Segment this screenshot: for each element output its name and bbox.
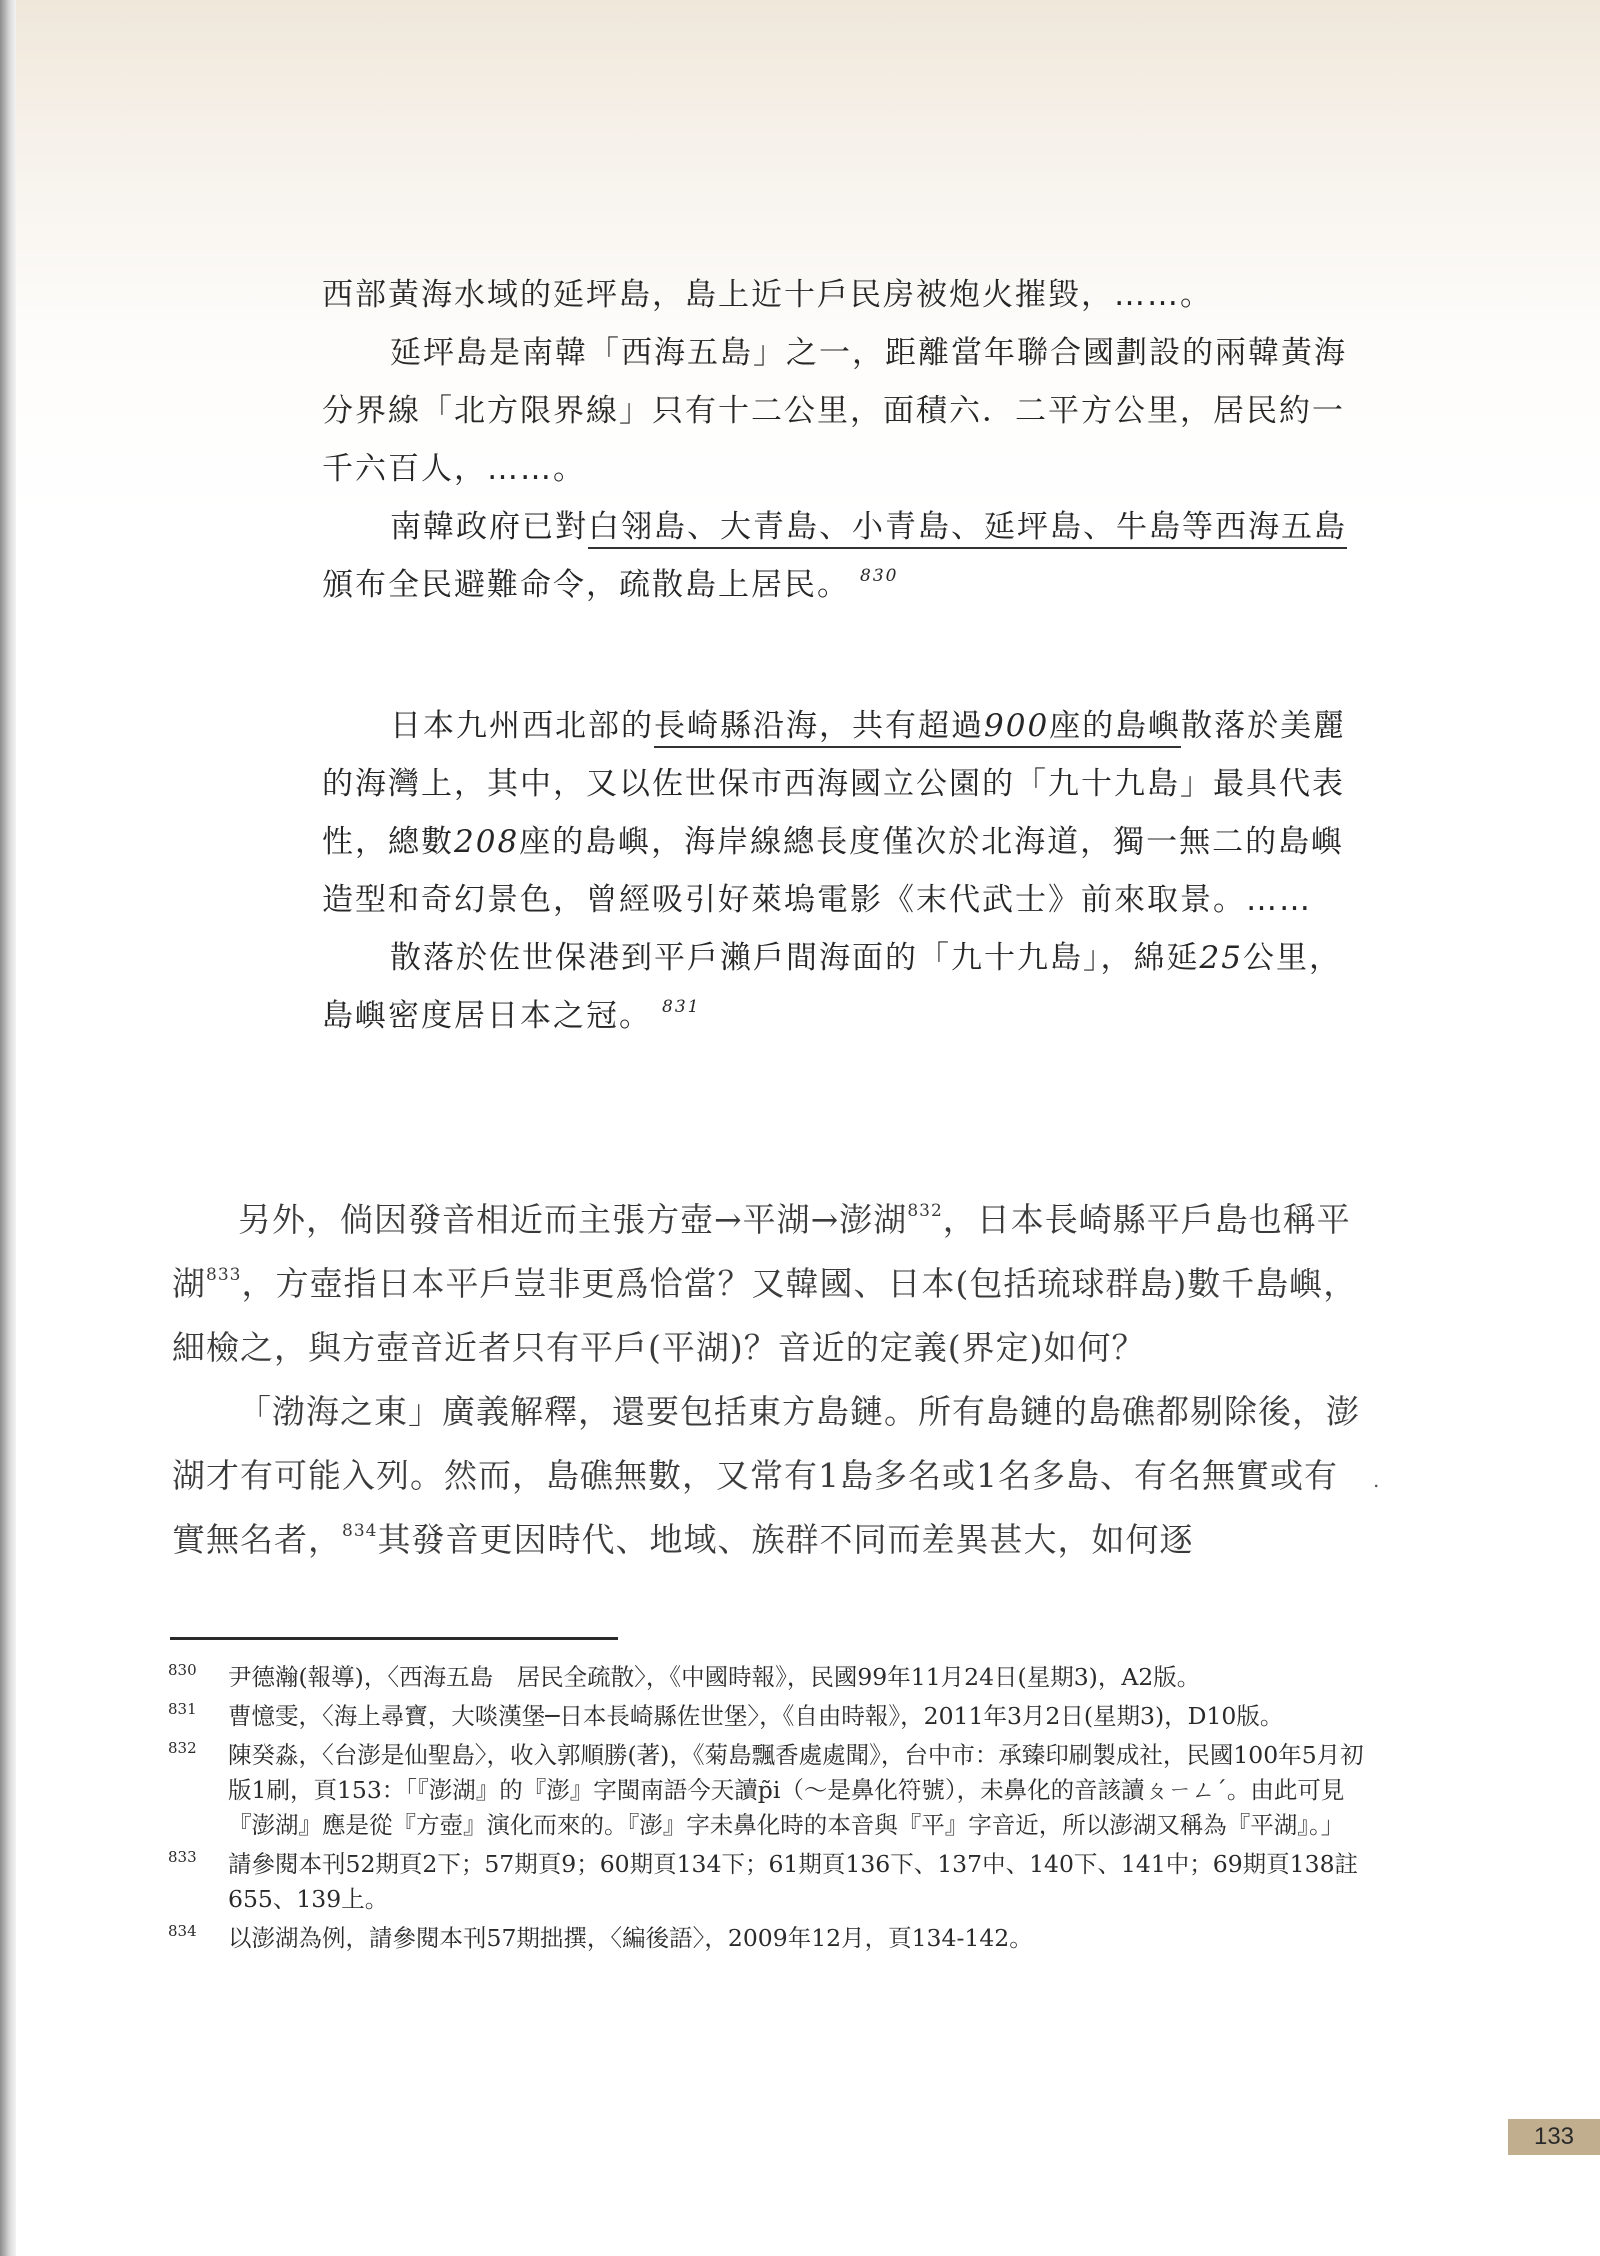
footnote-number: 831 <box>168 1700 197 1718</box>
footnote-divider <box>170 1637 618 1640</box>
footnote-number: 830 <box>168 1661 197 1679</box>
main-text <box>172 1188 1362 1572</box>
main-para-2: 「渤海之東」廣義解釋，還要包括東方島鏈。所有島鏈的島礁都剔除後，澎湖才有可能入列。然而，島礁無數，又常有1島多名或1名多島、有名無實或有實無名者，$^{834}$其發音更因時代、地域、族群不同而差異甚大，如何逐 <box>172 1392 1360 1559</box>
footnote-ref-834[interactable]: 834 <box>342 1521 378 1541</box>
quote-2-para-1: 日本九州西北部的長崎縣沿海，共有超過900座的島嶼散落於美麗的海灣上，其中，又以佐世保市西海國立公園的「九十九島」最具代表性，總數208座的島嶼，海岸線總長度僅次於北海道，獨一無二的島嶼造型和奇幻景色，曾經吸引好萊塢電影《末代武士》前來取景。…… <box>322 708 1347 918</box>
footnote-text: 陳癸淼，〈台澎是仙聖島〉，收入郭順勝(著)，《菊島飄香處處聞》，台中市：承臻印刷製成社，民國100年5月初版1刷，頁153：「『澎湖』的『澎』字閩南語今天讀p̃i（～是鼻化符號），未鼻化的音該讀ㄆㄧㄥˊ。由此可見『澎湖』應是從『方壺』演化而來的。『澎』字未鼻化時的本音與『平』字音近，所以澎湖又稱為『平湖』。」 <box>228 1741 1364 1839</box>
footnote-text: 請參閱本刊52期頁2下；57期頁9；60期頁134下；61期頁136下、137中、140下、141中；69期頁138註655、139上。 <box>228 1850 1359 1913</box>
main-para-1: 另外，倘因發音相近而主張方壺→平湖→澎湖$^{832}$，日本長崎縣平戶島也稱平湖$^{833}$，方壺指日本平戶豈非更爲恰當？又韓國、日本(包括琉球群島)數千島嶼，細檢之，與方壺音近者只有平戶(平湖)？音近的定義(界定)如何？ <box>172 1200 1358 1367</box>
book-spine-shadow <box>0 0 16 2256</box>
footnotes <box>168 1660 1366 1960</box>
quote-block-2 <box>322 697 1362 1045</box>
footnote-text: 以澎湖為例，請參閱本刊57期拙撰，〈編後語〉，2009年12月，頁134-142。 <box>228 1924 1033 1952</box>
scan-speck: . <box>1373 1468 1380 1492</box>
footnote-number: 834 <box>168 1922 197 1940</box>
quote-1-para-3: 南韓政府已對白翎島、大青島、小青島、延坪島、牛島等西海五島頒布全民避難命令，疏散島上居民。 $^{830}$ <box>322 509 1347 603</box>
footnote-text: 曹憶雯，〈海上尋寶，大啖漢堡─日本長崎縣佐世堡〉，《自由時報》，2011年3月2日(星期3)，D10版。 <box>228 1702 1284 1730</box>
footnote <box>168 1699 1366 1734</box>
footnote-text: 尹德瀚(報導)，〈西海五島 居民全疏散〉，《中國時報》，民國99年11月24日(星期3)，A2版。 <box>228 1663 1201 1691</box>
underlined-islands: 白翎島、大青島、小青島、延坪島、牛島等西海五島 <box>588 509 1347 549</box>
footnote-marker-831[interactable]: 831 <box>662 997 701 1017</box>
underlined-phrase: 長崎縣沿海，共有超過900座的島嶼 <box>654 708 1181 748</box>
quote-2-para-2: 散落於佐世保港到平戶瀨戶間海面的「九十九島」，綿延25公里，島嶼密度居日本之冠。 $^{831}$ <box>322 940 1342 1034</box>
footnote-marker-830[interactable]: 830 <box>860 566 899 586</box>
page-number: 133 <box>1508 2119 1600 2155</box>
footnote-number: 833 <box>168 1848 197 1866</box>
footnote-ref-832[interactable]: 832 <box>907 1201 943 1221</box>
footnote <box>168 1847 1366 1917</box>
footnote-ref-833[interactable]: 833 <box>206 1265 242 1285</box>
footnote <box>168 1921 1366 1956</box>
quote-block-1 <box>322 266 1362 614</box>
footnote-number: 832 <box>168 1739 197 1757</box>
footnote <box>168 1660 1366 1695</box>
footnote <box>168 1738 1366 1843</box>
quote-1-para-2: 延坪島是南韓「西海五島」之一，距離當年聯合國劃設的兩韓黃海分界線「北方限界線」只有十二公里，面積六．二平方公里，居民約一千六百人，……。 <box>322 335 1347 487</box>
quote-1-para-1: 西部黃海水域的延坪島，島上近十戶民房被炮火摧毀，……。 <box>322 277 1213 313</box>
